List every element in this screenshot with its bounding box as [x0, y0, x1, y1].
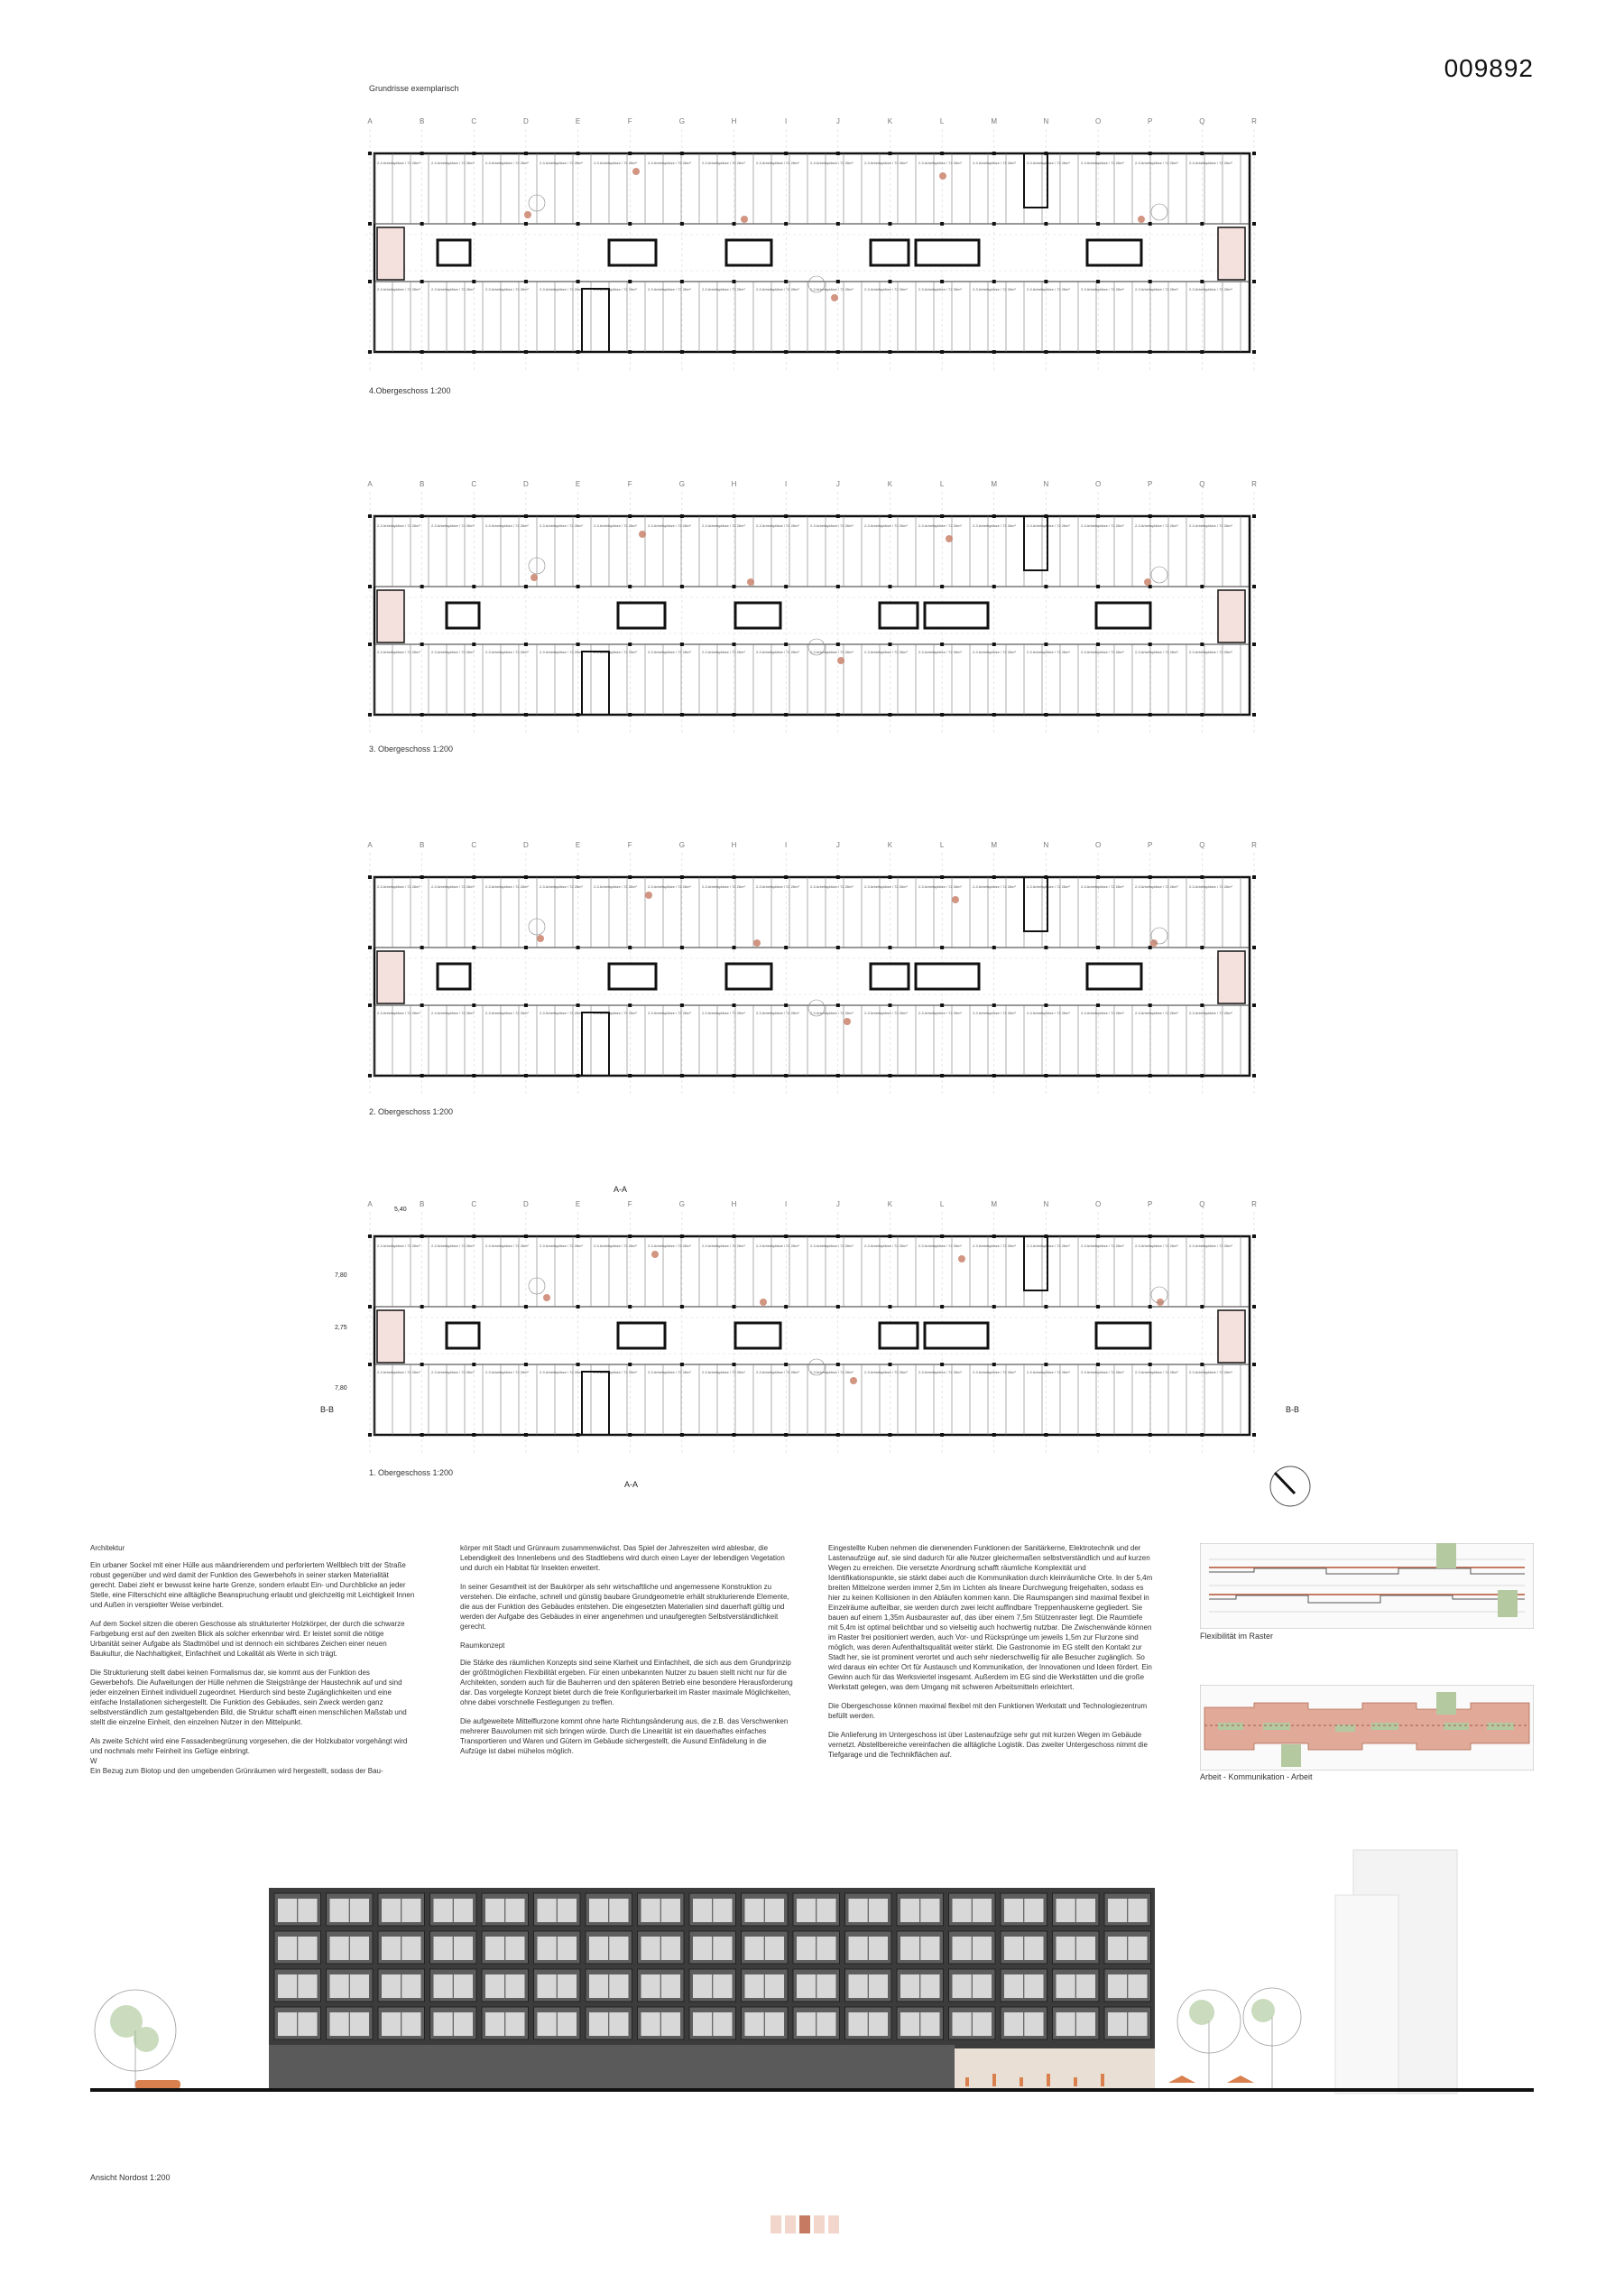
grid-axis-letter: K [887, 117, 893, 125]
floor-plan-2og [365, 837, 1259, 1098]
grid-axis-letter: A [367, 841, 373, 849]
grid-axis-letter: D [523, 480, 529, 488]
room-label: 2-3 Arbeitsplätze / 72 26m² [485, 1244, 529, 1248]
grid-axis-letter: F [627, 841, 632, 849]
grid-axis-letter: P [1148, 841, 1153, 849]
paragraph: Auf dem Sockel sitzen die oberen Geschosse als strukturierter Holzkörper, der durch die schwarze Farbgebung erst auf den zweiten Blick als solcher erkennbar wird. Er leistet somit die nötige Urbanität seiner Aufgabe als Stadtmöbel und ist dennoch ein sichtbares Zeichen einer neuen Baukultur, die Nachhaltigkeit, Einfachheit und Lokalität als Werte in sich trägt. [90, 1620, 405, 1658]
grid-axis-letter: D [523, 841, 529, 849]
grid-axis-letter: H [731, 480, 737, 488]
plan-label-3og: 3. Obergeschoss 1:200 [369, 744, 454, 754]
room-label: 2-3 Arbeitsplätze / 72 26m² [540, 287, 583, 291]
room-label: 2-3 Arbeitsplätze / 72 26m² [810, 1244, 854, 1248]
room-label: 2-3 Arbeitsplätze / 72 26m² [864, 161, 908, 165]
room-label: 2-3 Arbeitsplätze / 72 26m² [918, 650, 962, 654]
room-label: 2-3 Arbeitsplätze / 72 26m² [377, 523, 420, 528]
grid-axis-letter: L [939, 841, 945, 849]
room-label: 2-3 Arbeitsplätze / 72 26m² [864, 1244, 908, 1248]
room-label: 2-3 Arbeitsplätze / 72 26m² [648, 1244, 691, 1248]
floor-plan-1og [365, 1196, 1259, 1457]
grid-axis-letter: F [627, 1200, 632, 1208]
room-label: 2-3 Arbeitsplätze / 72 26m² [540, 884, 583, 889]
grid-axis-letter: H [731, 1200, 737, 1208]
grid-axis-letter: E [575, 1200, 581, 1208]
room-label: 2-3 Arbeitsplätze / 72 26m² [973, 1370, 1016, 1374]
grid-axis-letter: C [471, 1200, 477, 1208]
paragraph: Die Obergeschosse können maximal flexibel mit den Funktionen Werkstatt und Technologiezentrum befüllt werden. [828, 1702, 1148, 1720]
room-label: 2-3 Arbeitsplätze / 72 26m² [864, 287, 908, 291]
grid-axis-letter: L [939, 1200, 945, 1208]
room-label: 2-3 Arbeitsplätze / 72 26m² [377, 650, 420, 654]
room-label: 2-3 Arbeitsplätze / 72 26m² [1189, 1011, 1232, 1015]
room-label: 2-3 Arbeitsplätze / 72 26m² [1081, 884, 1124, 889]
room-label: 2-3 Arbeitsplätze / 72 26m² [1135, 161, 1178, 165]
room-label: 2-3 Arbeitsplätze / 72 26m² [918, 1370, 962, 1374]
room-label: 2-3 Arbeitsplätze / 72 26m² [1027, 1370, 1070, 1374]
grid-axis-letter: R [1251, 480, 1257, 488]
room-label: 2-3 Arbeitsplätze / 72 26m² [377, 161, 420, 165]
room-label: 2-3 Arbeitsplätze / 72 26m² [756, 161, 799, 165]
room-label: 2-3 Arbeitsplätze / 72 26m² [864, 1370, 908, 1374]
grid-axis-letter: A [367, 117, 373, 125]
room-label: 2-3 Arbeitsplätze / 72 26m² [1027, 884, 1070, 889]
room-label: 2-3 Arbeitsplätze / 72 26m² [1027, 523, 1070, 528]
room-label: 2-3 Arbeitsplätze / 72 26m² [1189, 1244, 1232, 1248]
room-label: 2-3 Arbeitsplätze / 72 26m² [594, 1244, 637, 1248]
grid-axis-letter: I [785, 480, 788, 488]
text-column-2 [460, 1543, 794, 1765]
grid-axis-letter: K [887, 1200, 893, 1208]
room-label: 2-3 Arbeitsplätze / 72 26m² [1081, 1244, 1124, 1248]
grid-axis-letter: H [731, 841, 737, 849]
flexibility-caption: Flexibilität im Raster [1200, 1632, 1274, 1641]
paragraph: Die Anlieferung im Untergeschoss ist über Lastenaufzüge sehr gut mit kurzen Wegen im Gebäude vernetzt. Abstellbereiche vereinfachen die alltägliche Logistik. Das zweiter Untergeschoss nimmt die Tiefgarage und die Technikflächen auf. [828, 1731, 1148, 1759]
section-mark-a-bottom: A-A [624, 1480, 639, 1489]
room-label: 2-3 Arbeitsplätze / 72 26m² [864, 1011, 908, 1015]
grid-axis-letter: K [887, 841, 893, 849]
room-label: 2-3 Arbeitsplätze / 72 26m² [431, 523, 475, 528]
room-label: 2-3 Arbeitsplätze / 72 26m² [431, 650, 475, 654]
room-label: 2-3 Arbeitsplätze / 72 26m² [377, 884, 420, 889]
page-dot[interactable] [814, 2215, 825, 2233]
grid-axis-letter: Q [1199, 1200, 1205, 1208]
room-label: 2-3 Arbeitsplätze / 72 26m² [756, 884, 799, 889]
grid-axis-letter: O [1094, 1200, 1102, 1208]
room-label: 2-3 Arbeitsplätze / 72 26m² [431, 161, 475, 165]
room-label: 2-3 Arbeitsplätze / 72 26m² [1135, 1244, 1178, 1248]
room-label: 2-3 Arbeitsplätze / 72 26m² [540, 1244, 583, 1248]
north-arrow-icon [1268, 1464, 1313, 1509]
room-label: 2-3 Arbeitsplätze / 72 26m² [431, 1011, 475, 1015]
grid-axis-letter: J [835, 480, 840, 488]
room-label: 2-3 Arbeitsplätze / 72 26m² [1081, 1370, 1124, 1374]
grid-axis-letter: B [419, 841, 425, 849]
page-dot-active[interactable] [799, 2215, 810, 2233]
room-label: 2-3 Arbeitsplätze / 72 26m² [648, 523, 691, 528]
room-label: 2-3 Arbeitsplätze / 72 26m² [594, 1011, 637, 1015]
grid-axis-letter: R [1251, 117, 1257, 125]
room-label: 2-3 Arbeitsplätze / 72 26m² [648, 884, 691, 889]
room-label: 2-3 Arbeitsplätze / 72 26m² [485, 161, 529, 165]
section-mark-a-top: A-A [614, 1185, 628, 1194]
grid-axis-letter: Q [1199, 117, 1205, 125]
room-label: 2-3 Arbeitsplätze / 72 26m² [431, 1370, 475, 1374]
room-label: 2-3 Arbeitsplätze / 72 26m² [540, 1011, 583, 1015]
room-label: 2-3 Arbeitsplätze / 72 26m² [485, 650, 529, 654]
grid-axis-letter: O [1094, 841, 1102, 849]
room-label: 2-3 Arbeitsplätze / 72 26m² [918, 1011, 962, 1015]
room-label: 2-3 Arbeitsplätze / 72 26m² [431, 1244, 475, 1248]
grid-axis-letter: F [627, 117, 632, 125]
grid-axis-letter: M [991, 1200, 998, 1208]
project-id: 009892 [1444, 54, 1534, 82]
grid-axis-letter: O [1094, 117, 1102, 125]
room-label: 2-3 Arbeitsplätze / 72 26m² [810, 884, 854, 889]
paragraph: Als zweite Schicht wird eine Fassadenbegrünung vorgesehen, die der Holzkubator vorgehängt wird und nochmals mehr Feinheit ins Gefüge einbringt. W Ein Bezug zum Biotop und den umgebenden Grünräumen wird hergestellt, sodass der Bau- [90, 1737, 408, 1775]
room-label: 2-3 Arbeitsplätze / 72 26m² [702, 1370, 745, 1374]
grid-axis-letter: P [1148, 1200, 1153, 1208]
room-label: 2-3 Arbeitsplätze / 72 26m² [810, 161, 854, 165]
room-label: 2-3 Arbeitsplätze / 72 26m² [1135, 1370, 1178, 1374]
grid-axis-letter: D [523, 117, 529, 125]
grid-axis-letter: L [939, 480, 945, 488]
room-label: 2-3 Arbeitsplätze / 72 26m² [1189, 161, 1232, 165]
room-label: 2-3 Arbeitsplätze / 72 26m² [1081, 1011, 1124, 1015]
room-label: 2-3 Arbeitsplätze / 72 26m² [594, 884, 637, 889]
grid-axis-letter: P [1148, 117, 1153, 125]
dimension-d1: 7,80 [335, 1272, 347, 1279]
elevation-label: Ansicht Nordost 1:200 [90, 2173, 171, 2182]
room-label: 2-3 Arbeitsplätze / 72 26m² [431, 287, 475, 291]
room-label: 2-3 Arbeitsplätze / 72 26m² [485, 523, 529, 528]
room-label: 2-3 Arbeitsplätze / 72 26m² [810, 1011, 854, 1015]
room-label: 2-3 Arbeitsplätze / 72 26m² [540, 523, 583, 528]
grid-axis-letter: J [835, 117, 840, 125]
room-label: 2-3 Arbeitsplätze / 72 26m² [1081, 161, 1124, 165]
paragraph: Eingestellte Kuben nehmen die dienenenden Funktionen der Sanitärkerne, Elektrotechnik und der Lastenaufzüge auf, sie sind dadurch für alle Nutzer gleichermaßen selbstverständlich und auf kurzen Wegen zu erreichen. Die versetzte Anordnung schafft räumliche Komplexität und Identifikationspunkte, sie stärkt dabei auch die Kommunikation durch kleinräumliche Orte. In der 5,4m breiten Mittelzone werden immer 2,5m im Lichten als lineare Durchwegung freigehalten, sodass es hier zu keinen Kollisionen in den Abläufen kommen kann. Die Raumspangen sind maximal flexibel in Einzelräume aufteilbar, sie werden durch zwei leicht auffindbare Treppenhauskerne gegliedert. Sie bauen auf einem 1,35m Ausbauraster auf, das über einem 7,5m Stützenraster liegt. Die Raumtiefe mit 5,4m ist optimal belichtbar und so vielseitig auch hochwertig nutzbar. Die Zwischenwände können im Raster frei positioniert werden, auch Vor- und Rücksprünge um jeweils 1,5m zur Flurzone sind möglich, was deren Aufenthaltsqualität weiter stärkt. Die Gastronomie im EG stellt den Kontakt zur Stadt her, sie ist prominent verortet und auch sehr niederschwellig für alle Besucher zugänglich. So wird daraus ein echter Ort für Austausch und Kommunikation, der Innovationen und Ideen fördert. Ein Gewinn auch für das Werksviertel insgesamt. Außerdem im EG sind die Werkstätten und die große Werkstatt gelegen, was dem Umgang mit schweren Arbeitsmitteln erleichtert. [828, 1544, 1153, 1691]
room-label: 2-3 Arbeitsplätze / 72 26m² [1135, 287, 1178, 291]
grid-axis-letter: A [367, 1200, 373, 1208]
grid-axis-letter: K [887, 480, 893, 488]
paragraph: Die Stärke des räumlichen Konzepts sind seine Klarheit und Einfachheit, die sich aus dem Grundprinzip der größtmöglichen Flexibilität ergeben. Für einen unbekannten Nutzer zu bauen stellt nicht nur für die Architekten, sondern auch für die Bauherren und den späteren Betrieb eine besondere Herausforderung dar. Das vorgelegte Konzept bietet durch die freie Konfigurierbarkeit im Raster maximale Möglichkeiten, ohne dabei vorschnelle Festlegungen zu treffen. [460, 1659, 793, 1706]
dimension-d2: 2,75 [335, 1325, 347, 1331]
text-column-1 [90, 1543, 415, 1785]
room-label: 2-3 Arbeitsplätze / 72 26m² [431, 884, 475, 889]
plan-label-1og: 1. Obergeschoss 1:200 [369, 1468, 454, 1477]
room-label: 2-3 Arbeitsplätze / 72 26m² [756, 650, 799, 654]
plan-label-4og: 4.Obergeschoss 1:200 [369, 386, 451, 395]
grid-axis-letter: P [1148, 480, 1153, 488]
room-label: 2-3 Arbeitsplätze / 72 26m² [594, 287, 637, 291]
room-label: 2-3 Arbeitsplätze / 72 26m² [973, 650, 1016, 654]
paragraph: Die Strukturierung stellt dabei keinen Formalismus dar, sie kommt aus der Funktion des Gewerbehofs. Die Aufweitungen der Hülle nehmen die Steigstränge der Haustechnik auf und sind jeder einzelnen Einheit individuell zugeordnet. Hierdurch sind beste Zugänglichkeiten und eine einfache Installationen sichergestellt. Die Funktion des Gebäudes, sein Zweck werden ganz selbstverständlich zum gestaltgebenden Bild, die Struktur schafft einen menschlichen Maßstab und stellt die einzelne Einheit, den einzelnen Nutzer in den Mittelpunkt. [90, 1669, 407, 1726]
floor-plan-3og [365, 476, 1259, 737]
room-label: 2-3 Arbeitsplätze / 72 26m² [973, 287, 1016, 291]
grid-axis-letter: M [991, 480, 998, 488]
room-label: 2-3 Arbeitsplätze / 72 26m² [756, 1370, 799, 1374]
room-label: 2-3 Arbeitsplätze / 72 26m² [1135, 1011, 1178, 1015]
room-label: 2-3 Arbeitsplätze / 72 26m² [702, 650, 745, 654]
room-label: 2-3 Arbeitsplätze / 72 26m² [1135, 884, 1178, 889]
grid-axis-letter: R [1251, 1200, 1257, 1208]
room-label: 2-3 Arbeitsplätze / 72 26m² [594, 161, 637, 165]
room-label: 2-3 Arbeitsplätze / 72 26m² [810, 650, 854, 654]
grid-axis-letter: Q [1199, 480, 1205, 488]
heading-raumkonzept: Raumkonzept [460, 1641, 505, 1650]
room-label: 2-3 Arbeitsplätze / 72 26m² [810, 523, 854, 528]
room-label: 2-3 Arbeitsplätze / 72 26m² [1189, 650, 1232, 654]
room-label: 2-3 Arbeitsplätze / 72 26m² [1135, 650, 1178, 654]
room-label: 2-3 Arbeitsplätze / 72 26m² [702, 161, 745, 165]
room-label: 2-3 Arbeitsplätze / 72 26m² [377, 287, 420, 291]
grid-axis-letter: D [523, 1200, 529, 1208]
room-label: 2-3 Arbeitsplätze / 72 26m² [1081, 523, 1124, 528]
room-label: 2-3 Arbeitsplätze / 72 26m² [756, 1244, 799, 1248]
room-label: 2-3 Arbeitsplätze / 72 26m² [810, 1370, 854, 1374]
plan-label-2og: 2. Obergeschoss 1:200 [369, 1107, 454, 1116]
grid-axis-letter: G [678, 841, 685, 849]
room-label: 2-3 Arbeitsplätze / 72 26m² [973, 1244, 1016, 1248]
room-label: 2-3 Arbeitsplätze / 72 26m² [973, 161, 1016, 165]
grid-axis-letter: J [835, 841, 840, 849]
room-label: 2-3 Arbeitsplätze / 72 26m² [648, 287, 691, 291]
room-label: 2-3 Arbeitsplätze / 72 26m² [973, 1011, 1016, 1015]
room-label: 2-3 Arbeitsplätze / 72 26m² [1189, 884, 1232, 889]
room-label: 2-3 Arbeitsplätze / 72 26m² [702, 884, 745, 889]
grid-axis-letter: A [367, 480, 373, 488]
room-label: 2-3 Arbeitsplätze / 72 26m² [702, 1011, 745, 1015]
text-column-3 [828, 1543, 1153, 1769]
dimension-d3: 7,80 [335, 1385, 347, 1392]
room-label: 2-3 Arbeitsplätze / 72 26m² [1027, 287, 1070, 291]
grid-axis-letter: Q [1199, 841, 1205, 849]
page-indicator [770, 2215, 839, 2233]
room-label: 2-3 Arbeitsplätze / 72 26m² [1135, 523, 1178, 528]
room-label: 2-3 Arbeitsplätze / 72 26m² [594, 523, 637, 528]
room-label: 2-3 Arbeitsplätze / 72 26m² [648, 161, 691, 165]
grid-axis-letter: C [471, 117, 477, 125]
section-mark-b-right: B-B [1286, 1405, 1300, 1414]
work-communication-diagram [1200, 1685, 1534, 1771]
work-communication-caption: Arbeit - Kommunikation - Arbeit [1200, 1772, 1313, 1781]
grid-axis-letter: M [991, 117, 998, 125]
dimension-span: 5,40 [394, 1207, 407, 1213]
floor-plan-4og [365, 113, 1259, 375]
room-label: 2-3 Arbeitsplätze / 72 26m² [377, 1244, 420, 1248]
grid-axis-letter: M [991, 841, 998, 849]
grid-axis-letter: E [575, 117, 581, 125]
page-dot[interactable] [785, 2215, 796, 2233]
grid-axis-letter: I [785, 841, 788, 849]
grid-axis-letter: J [835, 1200, 840, 1208]
grid-axis-letter: O [1094, 480, 1102, 488]
room-label: 2-3 Arbeitsplätze / 72 26m² [1081, 287, 1124, 291]
grid-axis-letter: N [1043, 841, 1049, 849]
room-label: 2-3 Arbeitsplätze / 72 26m² [648, 1011, 691, 1015]
grid-axis-letter: B [419, 480, 425, 488]
grid-axis-letter: G [678, 480, 685, 488]
room-label: 2-3 Arbeitsplätze / 72 26m² [485, 1011, 529, 1015]
room-label: 2-3 Arbeitsplätze / 72 26m² [377, 1011, 420, 1015]
room-label: 2-3 Arbeitsplätze / 72 26m² [540, 161, 583, 165]
flexibility-diagram [1200, 1543, 1534, 1629]
grid-axis-letter: F [627, 480, 632, 488]
room-label: 2-3 Arbeitsplätze / 72 26m² [756, 523, 799, 528]
paragraph: In seiner Gesamtheit ist der Baukörper als sehr wirtschaftliche und angemessene Konstruktion zu verstehen. Die einfache, schnell und günstig baubare Grundgeometrie erhält strukturierende Elemente, die aus der Funktion des Gebäudes entstehen. Die eingesetzten Materialien sind dauerhaft gültig und werden der Aufgabe des Gebäudes in einer angenehmen und unaufgeregten Selbstverständlichkeit gerecht. [460, 1583, 789, 1631]
grid-axis-letter: G [678, 117, 685, 125]
heading-architektur: Architektur [90, 1544, 125, 1552]
room-label: 2-3 Arbeitsplätze / 72 26m² [1189, 523, 1232, 528]
room-label: 2-3 Arbeitsplätze / 72 26m² [918, 884, 962, 889]
paragraph: Ein urbaner Sockel mit einer Hülle aus mäandrierendem und perforiertem Wellblech tritt der Straße robust gegenüber und wird damit der Funktion des Gewerbehofs in seiner starken Materialität gerecht. Dabei zieht er bewusst keine harte Grenze, sondern erlaubt Ein- und Durchblicke an jeder Stelle, eine Filterschicht eine alltägliche Beanspruchung erlaubt und gleichzeitig mit Leichtigkeit Innen und Außen in verspielter Weise verbindet. [90, 1561, 415, 1609]
room-label: 2-3 Arbeitsplätze / 72 26m² [973, 523, 1016, 528]
room-label: 2-3 Arbeitsplätze / 72 26m² [864, 523, 908, 528]
intro-title: Grundrisse exemplarisch [369, 84, 459, 93]
paragraph: körper mit Stadt und Grünraum zusammenwächst. Das Spiel der Jahreszeiten wird ablesbar, die Lebendigkeit des Innenlebens und des Stadtlebens wird durch einen Layer der lebendigen Vegetation und durch ein Habitat für Insekten erweitert. [460, 1544, 785, 1572]
grid-axis-letter: G [678, 1200, 685, 1208]
room-label: 2-3 Arbeitsplätze / 72 26m² [1027, 1244, 1070, 1248]
room-label: 2-3 Arbeitsplätze / 72 26m² [1081, 650, 1124, 654]
grid-axis-letter: N [1043, 117, 1049, 125]
room-label: 2-3 Arbeitsplätze / 72 26m² [702, 523, 745, 528]
room-label: 2-3 Arbeitsplätze / 72 26m² [485, 287, 529, 291]
room-label: 2-3 Arbeitsplätze / 72 26m² [540, 1370, 583, 1374]
grid-axis-letter: R [1251, 841, 1257, 849]
grid-axis-letter: I [785, 117, 788, 125]
room-label: 2-3 Arbeitsplätze / 72 26m² [594, 650, 637, 654]
grid-axis-letter: C [471, 480, 477, 488]
room-label: 2-3 Arbeitsplätze / 72 26m² [485, 884, 529, 889]
room-label: 2-3 Arbeitsplätze / 72 26m² [540, 650, 583, 654]
grid-axis-letter: B [419, 117, 425, 125]
elevation-northeast [90, 1841, 1534, 2103]
room-label: 2-3 Arbeitsplätze / 72 26m² [485, 1370, 529, 1374]
room-label: 2-3 Arbeitsplätze / 72 26m² [1189, 1370, 1232, 1374]
room-label: 2-3 Arbeitsplätze / 72 26m² [377, 1370, 420, 1374]
grid-axis-letter: H [731, 117, 737, 125]
room-label: 2-3 Arbeitsplätze / 72 26m² [918, 161, 962, 165]
grid-axis-letter: E [575, 841, 581, 849]
room-label: 2-3 Arbeitsplätze / 72 26m² [702, 287, 745, 291]
room-label: 2-3 Arbeitsplätze / 72 26m² [648, 1370, 691, 1374]
grid-axis-letter: C [471, 841, 477, 849]
grid-axis-letter: L [939, 117, 945, 125]
room-label: 2-3 Arbeitsplätze / 72 26m² [864, 884, 908, 889]
room-label: 2-3 Arbeitsplätze / 72 26m² [1027, 161, 1070, 165]
room-label: 2-3 Arbeitsplätze / 72 26m² [864, 650, 908, 654]
page-dot[interactable] [770, 2215, 781, 2233]
grid-axis-letter: E [575, 480, 581, 488]
room-label: 2-3 Arbeitsplätze / 72 26m² [918, 523, 962, 528]
room-label: 2-3 Arbeitsplätze / 72 26m² [594, 1370, 637, 1374]
grid-axis-letter: N [1043, 1200, 1049, 1208]
room-label: 2-3 Arbeitsplätze / 72 26m² [702, 1244, 745, 1248]
room-label: 2-3 Arbeitsplätze / 72 26m² [756, 1011, 799, 1015]
room-label: 2-3 Arbeitsplätze / 72 26m² [1027, 1011, 1070, 1015]
page-dot[interactable] [828, 2215, 839, 2233]
room-label: 2-3 Arbeitsplätze / 72 26m² [918, 1244, 962, 1248]
room-label: 2-3 Arbeitsplätze / 72 26m² [810, 287, 854, 291]
grid-axis-letter: B [419, 1200, 425, 1208]
room-label: 2-3 Arbeitsplätze / 72 26m² [1189, 287, 1232, 291]
room-label: 2-3 Arbeitsplätze / 72 26m² [973, 884, 1016, 889]
paragraph: Die aufgeweitete Mittelflurzone kommt ohne harte Richtungsänderung aus, die z.B. das Verschwenken mehrerer Bauvolumen mit sich bringen würde. Durch die Linearität ist ein dauerhaftes einfaches Transportieren und Waren und Gütern im Gebäude sichergestellt, die Ausund Einfädelung in die Aufzüge ist dabei mühelos möglich. [460, 1717, 789, 1755]
room-label: 2-3 Arbeitsplätze / 72 26m² [648, 650, 691, 654]
grid-axis-letter: I [785, 1200, 788, 1208]
section-mark-b-left: B-B [320, 1405, 335, 1414]
room-label: 2-3 Arbeitsplätze / 72 26m² [918, 287, 962, 291]
room-label: 2-3 Arbeitsplätze / 72 26m² [756, 287, 799, 291]
grid-axis-letter: N [1043, 480, 1049, 488]
room-label: 2-3 Arbeitsplätze / 72 26m² [1027, 650, 1070, 654]
